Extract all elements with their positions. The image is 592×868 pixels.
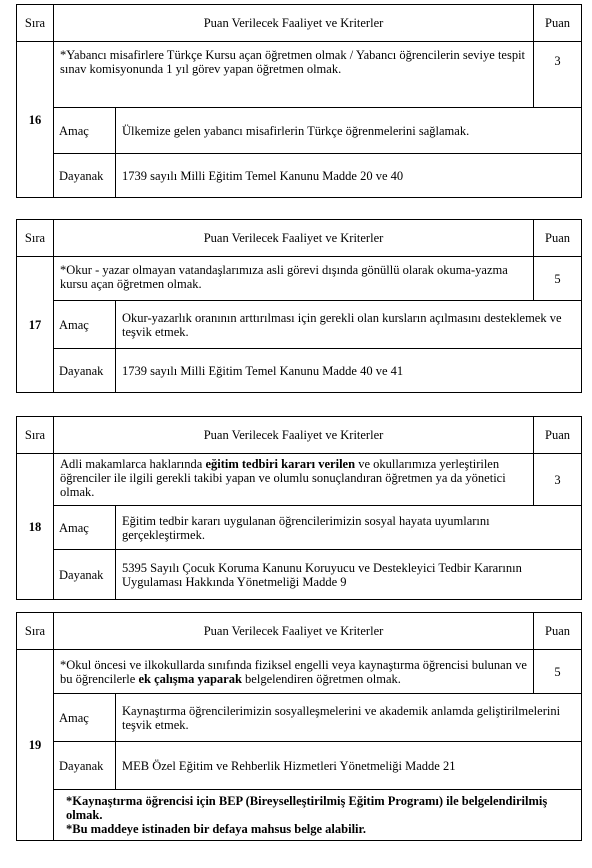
criteria-block-17 [16,219,582,393]
amac-text: Kaynaştırma öğrencilerimizin sosyalleşmelerini ve akademik anlamda geliştirilmelerini teşvik etmek. [116,694,582,742]
dayanak-text: 1739 sayılı Milli Eğitim Temel Kanunu Madde 40 ve 41 [116,349,582,393]
criteria-table-19 [16,612,582,841]
amac-label: Amaç [54,301,116,349]
dayanak-text: 1739 sayılı Milli Eğitim Temel Kanunu Madde 20 ve 40 [116,154,582,198]
header-criteria: Puan Verilecek Faaliyet ve Kriterler [54,613,534,650]
header-criteria: Puan Verilecek Faaliyet ve Kriterler [54,5,534,42]
table-header-row [17,220,582,257]
points-value: 3 [534,454,582,506]
row-number: 18 [17,454,54,600]
points-value: 3 [534,42,582,108]
table-header-row [17,417,582,454]
header-sira: Sıra [17,417,54,454]
activity-text [54,650,534,694]
criteria-block-16 [16,4,582,198]
dayanak-row [17,154,582,198]
amac-label: Amaç [54,694,116,742]
activity-text-post: ve okullarımıza yerleştirilen öğrenciler ile ilgili gerekli takibi yapan ve olumlu sonuçlandıran öğretmen ya da yönetici olmak. [60,457,506,499]
amac-row [17,301,582,349]
amac-text: Ülkemize gelen yabancı misafirlerin Türkçe öğrenmelerini sağlamak. [116,108,582,154]
amac-text: Eğitim tedbir kararı uygulanan öğrencilerimizin sosyal hayata uyumlarını gerçekleştirmek. [116,506,582,550]
activity-row [17,42,582,108]
activity-row [17,454,582,506]
activity-text-pre: Adli makamlarca haklarında [60,457,206,471]
note-bep: *Kaynaştırma öğrencisi için BEP (Bireyselleştirilmiş Eğitim Programı) ile belgelendirilmiş olmak. [66,794,548,822]
criteria-table-16 [16,4,582,198]
activity-row [17,257,582,301]
criteria-table-17 [16,219,582,393]
table-header-row [17,613,582,650]
points-value: 5 [534,257,582,301]
dayanak-row [17,349,582,393]
dayanak-row [17,550,582,600]
amac-label: Amaç [54,506,116,550]
criteria-table-18 [16,416,582,600]
row-number: 17 [17,257,54,393]
dayanak-label: Dayanak [54,154,116,198]
amac-row [17,694,582,742]
row-number: 19 [17,650,54,841]
header-puan: Puan [534,220,582,257]
amac-row [17,506,582,550]
activity-row [17,650,582,694]
notes-row [17,790,582,841]
dayanak-text: MEB Özel Eğitim ve Rehberlik Hizmetleri Yönetmeliği Madde 21 [116,742,582,790]
header-puan: Puan [534,417,582,454]
criteria-block-18 [16,416,582,600]
row-number: 16 [17,42,54,198]
activity-text-bold: eğitim tedbiri kararı verilen [205,457,356,471]
activity-text-bold: ek çalışma yaparak [138,671,242,686]
table-header-row [17,5,582,42]
dayanak-label: Dayanak [54,742,116,790]
amac-text: Okur-yazarlık oranının arttırılması için gerekli olan kursların açılmasını desteklemek ve teşvik etmek. [116,301,582,349]
notes-cell [54,790,582,841]
amac-label: Amaç [54,108,116,154]
activity-text: *Yabancı misafirlere Türkçe Kursu açan öğretmen olmak / Yabancı öğrencilerin seviye tespit sınav komisyonunda 1 yıl görev yapan öğretmen olmak. [54,42,534,108]
activity-text [54,454,534,506]
activity-text-post: belgelendiren öğretmen olmak. [241,671,401,686]
dayanak-row [17,742,582,790]
header-sira: Sıra [17,613,54,650]
header-criteria: Puan Verilecek Faaliyet ve Kriterler [54,417,534,454]
amac-row [17,108,582,154]
note-once: *Bu maddeye istinaden bir defaya mahsus belge alabilir. [66,822,367,836]
dayanak-label: Dayanak [54,550,116,600]
points-value: 5 [534,650,582,694]
criteria-block-19 [16,612,582,841]
header-puan: Puan [534,5,582,42]
dayanak-text: 5395 Sayılı Çocuk Koruma Kanunu Koruyucu ve Destekleyici Tedbir Kararının Uygulaması Hakkında Yönetmeliği Madde 9 [116,550,582,600]
header-sira: Sıra [17,220,54,257]
dayanak-label: Dayanak [54,349,116,393]
header-criteria: Puan Verilecek Faaliyet ve Kriterler [54,220,534,257]
header-puan: Puan [534,613,582,650]
activity-text-pre: *Okul öncesi ve ilkokullarda sınıfında fiziksel engelli veya kaynaştırma öğrencisi bulunan ve bu öğrencilerle [60,657,527,686]
header-sira: Sıra [17,5,54,42]
activity-text: *Okur - yazar olmayan vatandaşlarımıza asli görevi dışında gönüllü olarak okuma-yazma kursu açan öğretmen olmak. [54,257,534,301]
